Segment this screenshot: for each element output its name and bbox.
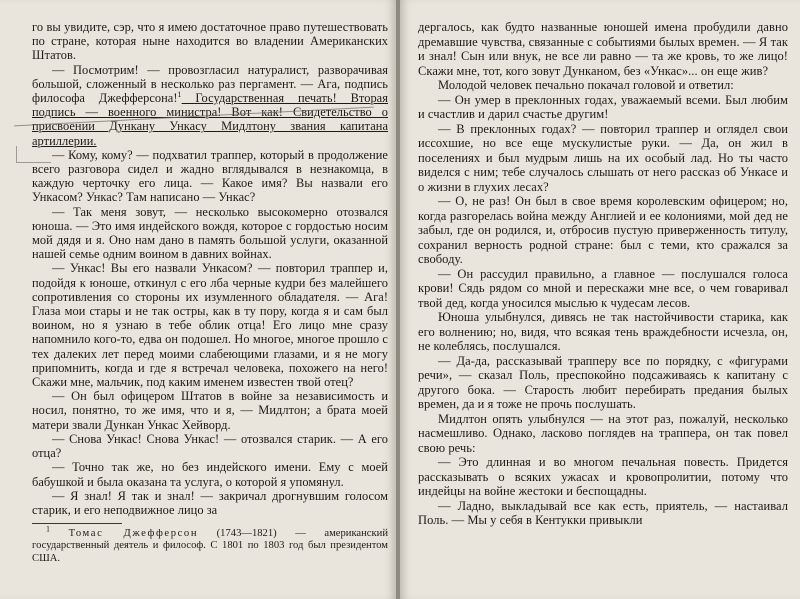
paragraph: — Точно так же, но без индейского имени. Ему с моей бабушкой и была оказана та услуга, о которой я упомянул. bbox=[32, 460, 388, 489]
footnote: $^1$ Томас Джефферсон (1743—1821) — американский государственный деятель и философ. С 1801 по 1803 год был президентом США. bbox=[32, 524, 388, 564]
paragraph: — Я знал! Я так и знал! — закричал дрогнувшим голосом старик, и его неподвижное лицо за bbox=[32, 488, 388, 517]
paragraph: Юноша улыбнулся, дивясь не так настойчивости старика, как его волнению; но, видя, что всякая тень враждебности исчезла, он, не колеблясь, послушался. bbox=[418, 310, 788, 353]
paragraph: — Посмотрим! — провозгласил натуралист, разворачивая большой, сложенный в несколько раз пергамент. — Ага, подпись философа Джефферсона!$^1$ Государственная печать! Вторая подпись — военного министра! Вот как! Свидетельство о присвоении Дункану Ункасу Мидлтону звания капитана артиллерии. bbox=[32, 62, 388, 148]
paragraph: — Да-да, рассказывай трапперу все по порядку, с «фигурами речи», — сказал Поль, преспокойно подсаживаясь к капитану с другого бока. — Старость любит перебирать предания былых времен, да и я тоже не прочь послушать. bbox=[418, 353, 788, 411]
left-page-text bbox=[32, 20, 388, 517]
paragraph: — Так меня зовут, — несколько высокомерно отозвался юноша. — Это имя индейского вождя, которое с гордостью носим мой дядя и я. Оно нам дано в память большой услуги, оказанной нашей семье одним воином в давних войнах. bbox=[32, 204, 388, 262]
paragraph: го вы увидите, сэр, что я имею достаточное право путешествовать по стране, которая ныне находится во владении Американских Штатов. bbox=[32, 20, 388, 63]
paragraph: — Ладно, выкладывай все как есть, приятель, — настаивал Поль. — Мы у себя в Кентукки привыкли bbox=[418, 498, 788, 527]
footnote-mark: 1 bbox=[177, 89, 182, 99]
paragraph: дергалось, как будто названные юношей имена пробудили давно дремавшие чувства, связанные с событиями былых времен. — Я так и знал! Сын или внук, не все ли равно — та же кровь, то же лицо! Скажи мне, тот, кого зовут Дунканом, без «Ункас»... он еще жив? bbox=[418, 20, 788, 78]
paragraph: — Кому, кому? — подхватил траппер, который в продолжение всего разговора сидел и жадно вглядывался в незнакомца, в каждую черточку его лица. — Какое имя? Вы назвали его Ункасом? Ункас? Там написано — Ункас? bbox=[32, 147, 388, 205]
paragraph: — Это длинная и во многом печальная повесть. Придется рассказывать о всяких ужасах и кровопролитии, потому что индейцы на войне жестоки и беспощадны. bbox=[418, 455, 788, 498]
pen-margin-mark bbox=[16, 146, 51, 163]
paragraph: — В преклонных годах? — повторил траппер и оглядел свои иссохшие, но все еще мускулистые руки. — Да, он жил в поселениях и был мудрым лишь на их особый лад. Но ты часто виделся с ним; тебе случалось слышать от него рассказ об Ункасе и о жизни в глухих лесах? bbox=[418, 121, 788, 194]
paragraph: — Он умер в преклонных годах, уважаемый всеми. Был любим и счастлив и дарил счастье другим! bbox=[418, 92, 788, 121]
paragraph: Молодой человек печально покачал головой и ответил: bbox=[438, 78, 734, 92]
right-page-text bbox=[418, 20, 788, 528]
left-page bbox=[0, 0, 396, 599]
right-page bbox=[400, 0, 800, 599]
paragraph: — Снова Ункас! Снова Ункас! — отозвался старик. — А его отца? bbox=[32, 431, 388, 461]
paragraph: — Он был офицером Штатов в войне за независимость и носил, понятно, то же имя, что и я, — Мидлтон; а брата моей матери звали Дункан Ункас Хейворд. bbox=[32, 389, 388, 432]
paragraph: — Он рассудил правильно, а главное — послушался голоса крови! Сядь рядом со мной и перескажи мне все, о чем говаривал твой дед, когда уносился мыслью к чудесам лесов. bbox=[418, 266, 788, 310]
paragraph: Мидлтон опять улыбнулся — на этот раз, пожалуй, несколько насмешливо. Однако, ласково поглядев на траппера, он так повел свою речь: bbox=[418, 411, 788, 455]
paragraph: — Ункас! Вы его назвали Ункасом? — повторил траппер и, подойдя к юноше, откинул с его лба черные кудри без малейшего сопротивления со стороны их изумленного обладателя. — Ага! Глаза мои стары и не так остры, как в ту пору, когда я и сам был воином, но я узнаю в тебе облик отца! Его лицо мне сразу напомнило кого-то, едва он подошел. Но многое, многое прошло с тех далеких лет перед моими слабеющими глазами, и я не могу припомнить, когда и где я встречал человека, похожего на него! Скажи мне, мальчик, под каким именем известен твой отец? bbox=[32, 261, 388, 390]
paragraph: — О, не раз! Он был в свое время королевским офицером; но, когда разгорелась война между Англией и ее колониями, мой дед не забыл, где он родился, и, отбросив пустую приверженность титулу, сохранил верность родной стране: был с теми, кто сражался за свободу. bbox=[418, 194, 788, 266]
